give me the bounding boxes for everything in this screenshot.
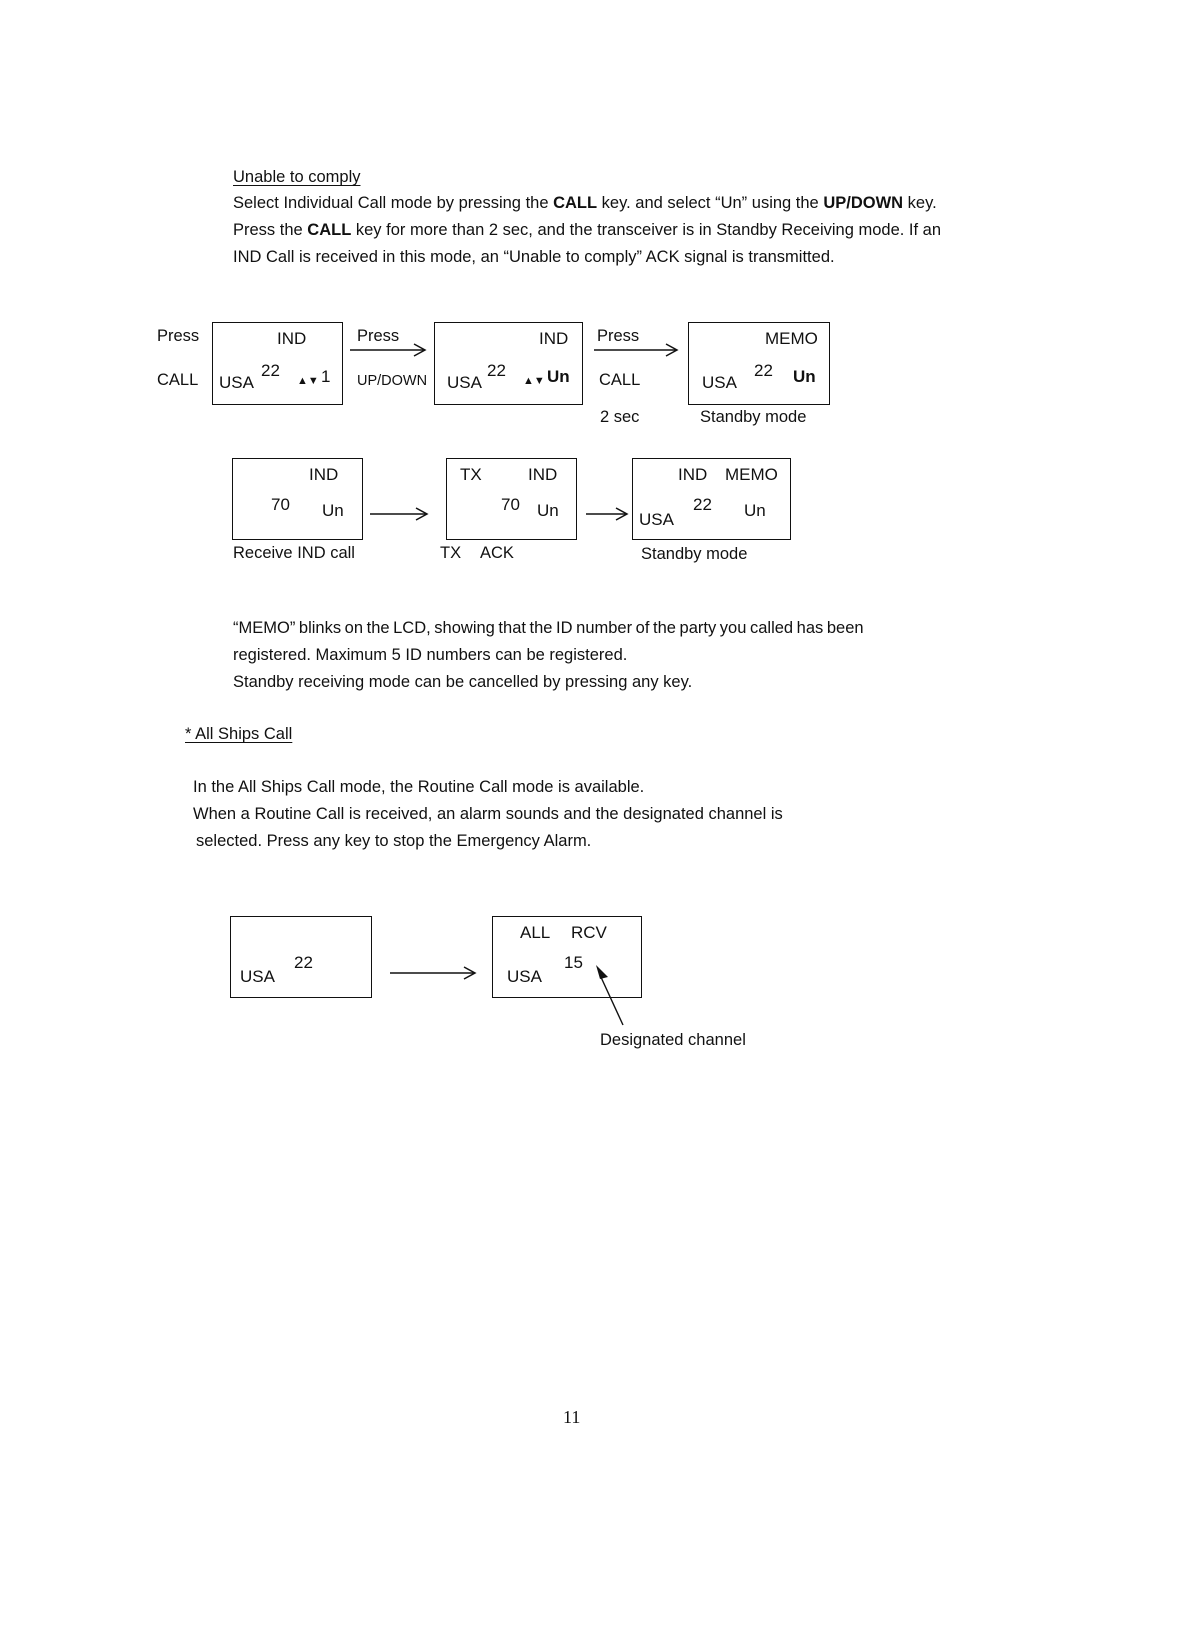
caption-designated-channel: Designated channel bbox=[600, 1031, 746, 1049]
lcd-channel: 22 bbox=[294, 953, 313, 972]
lcd-indicator-ind: IND bbox=[277, 329, 307, 348]
text-run: Select Individual Call mode by pressing the bbox=[233, 194, 554, 212]
paragraph-line: When a Routine Call is received, an alarm sounds and the designated channel is bbox=[193, 805, 783, 823]
lcd-channel: 22 bbox=[261, 361, 280, 380]
text-run: Press the bbox=[233, 221, 308, 239]
lcd-suffix: 1 bbox=[321, 367, 331, 386]
text-run: key. and select “Un” using the bbox=[597, 194, 824, 212]
lcd-channel: 15 bbox=[564, 953, 583, 972]
section-heading-all-ships: * All Ships Call bbox=[185, 725, 293, 743]
lcd-channel: 22 bbox=[487, 361, 506, 380]
right-arrow-icon bbox=[594, 342, 680, 358]
lcd-indicator-memo: MEMO bbox=[725, 465, 778, 484]
lcd-suffix: Un bbox=[744, 501, 766, 520]
lcd-prefix-usa: USA bbox=[240, 967, 275, 986]
lcd-suffix: Un bbox=[547, 367, 570, 386]
lcd-indicator-ind: IND bbox=[539, 329, 569, 348]
lcd-prefix-usa: USA bbox=[219, 373, 254, 392]
caption-tx: TX bbox=[440, 544, 462, 562]
lcd-display-memo bbox=[688, 322, 830, 405]
up-down-arrows-icon: ▲▼ bbox=[523, 375, 545, 387]
duration-label: 2 sec bbox=[600, 408, 640, 426]
lcd-prefix-usa: USA bbox=[507, 967, 542, 986]
lcd-display-tx-ack bbox=[446, 458, 577, 540]
paragraph-line bbox=[233, 217, 941, 244]
lcd-indicator-ind: IND bbox=[528, 465, 558, 484]
text-run: key. bbox=[903, 194, 937, 212]
lcd-prefix-usa: USA bbox=[702, 373, 737, 392]
call-key-label: CALL bbox=[599, 371, 641, 389]
paragraph-line: Standby receiving mode can be cancelled by pressing any key. bbox=[233, 673, 693, 691]
lcd-display-standby bbox=[632, 458, 791, 540]
paragraph-line: registered. Maximum 5 ID numbers can be registered. bbox=[233, 646, 628, 664]
text-run: key for more than 2 sec, and the transceiver is in Standby Receiving mode. If an bbox=[351, 221, 942, 239]
lcd-indicator-ind: IND bbox=[678, 465, 708, 484]
lcd-channel: 22 bbox=[754, 361, 773, 380]
lcd-suffix: Un bbox=[793, 367, 816, 386]
paragraph-line: “MEMO” blinks on the LCD, showing that the ID number of the party you called has been bbox=[233, 619, 864, 637]
right-arrow-icon bbox=[586, 506, 630, 522]
caption-standby: Standby mode bbox=[700, 408, 807, 426]
lcd-indicator-ind: IND bbox=[309, 465, 339, 484]
right-arrow-icon bbox=[390, 965, 478, 981]
lcd-prefix-usa: USA bbox=[639, 510, 674, 529]
call-key-label: CALL bbox=[157, 371, 199, 389]
lcd-suffix: Un bbox=[537, 501, 559, 520]
section-heading-unable: Unable to comply bbox=[233, 168, 361, 186]
lcd-indicator-rcv: RCV bbox=[571, 923, 607, 942]
lcd-channel: 70 bbox=[271, 495, 290, 514]
lcd-display-usa-22 bbox=[230, 916, 372, 998]
paragraph-line bbox=[233, 190, 937, 217]
key-name: CALL bbox=[553, 194, 598, 212]
lcd-channel: 70 bbox=[501, 495, 520, 514]
lcd-indicator-tx: TX bbox=[460, 465, 482, 484]
lcd-display-ind-2 bbox=[434, 322, 583, 405]
caption-receive: Receive IND call bbox=[233, 544, 355, 562]
lcd-channel: 22 bbox=[693, 495, 712, 514]
up-down-arrows-icon: ▲▼ bbox=[297, 375, 319, 387]
lcd-display-receive bbox=[232, 458, 363, 540]
right-arrow-icon bbox=[370, 506, 430, 522]
lcd-indicator-memo: MEMO bbox=[765, 329, 818, 348]
lcd-suffix: Un bbox=[322, 501, 344, 520]
lcd-indicator-all: ALL bbox=[520, 923, 551, 942]
lcd-prefix-usa: USA bbox=[447, 373, 482, 392]
paragraph-line: selected. Press any key to stop the Emergency Alarm. bbox=[196, 832, 592, 850]
pointer-leader-icon bbox=[590, 960, 630, 1030]
updown-key-label: UP/DOWN bbox=[357, 373, 428, 389]
paragraph-line: IND Call is received in this mode, an “Unable to comply” ACK signal is transmitted. bbox=[233, 248, 835, 266]
right-arrow-icon bbox=[350, 342, 428, 358]
press-label: Press bbox=[157, 327, 200, 345]
paragraph-line: In the All Ships Call mode, the Routine Call mode is available. bbox=[193, 778, 645, 796]
press-label: Press bbox=[357, 327, 400, 345]
caption-standby: Standby mode bbox=[641, 545, 748, 563]
key-name: UP/DOWN bbox=[823, 194, 904, 212]
lcd-display-ind-1 bbox=[212, 322, 343, 405]
key-name: CALL bbox=[307, 221, 352, 239]
page-number: 11 bbox=[563, 1407, 581, 1427]
caption-ack: ACK bbox=[480, 544, 514, 562]
press-label: Press bbox=[597, 327, 640, 345]
